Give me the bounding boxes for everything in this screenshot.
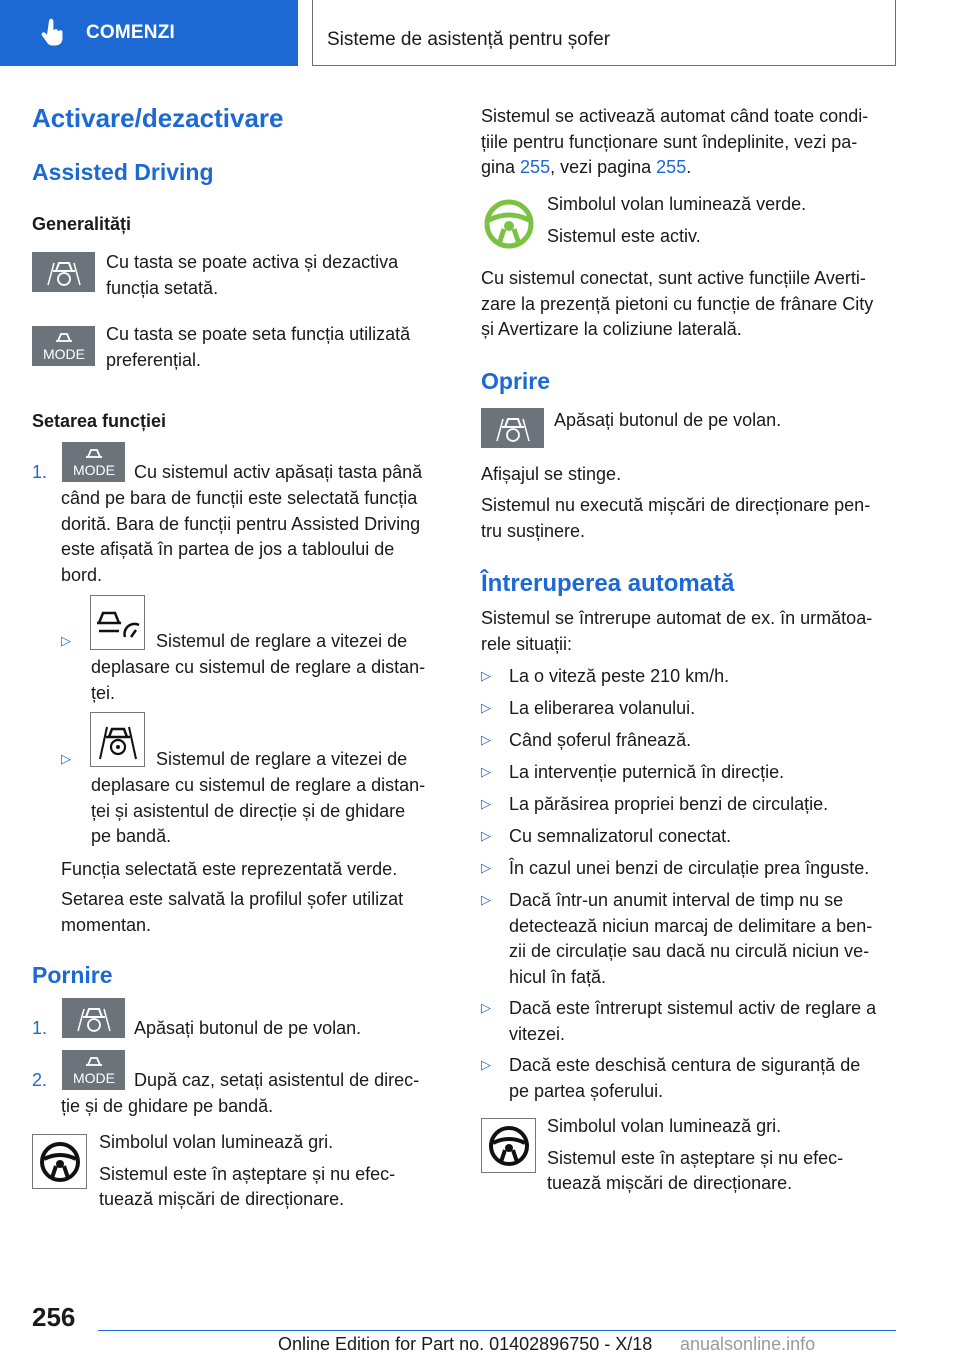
triangle-bullet-icon: ▷	[481, 700, 491, 715]
bullet2-rest: deplasare cu sistemul de reglare a distan- ței și asistentul de direcție și de ghidare pe bandă.	[91, 775, 426, 846]
list-item: În cazul unei benzi de circulație prea înguste.	[509, 858, 870, 878]
hand-pointer-icon	[38, 18, 68, 48]
speed-distance-icon	[95, 603, 141, 643]
svg-text:MODE: MODE	[42, 346, 85, 362]
triangle-bullet-icon: ▷	[481, 796, 491, 811]
lane-steering-icon	[42, 255, 86, 289]
bullet1-rest: deplasare cu sistemul de reglare a distan- ței.	[91, 657, 426, 703]
chapter-tab-label: COMENZI	[86, 22, 176, 43]
auto-interrupt-intro: Sistemul se întrerupe automat de ex. în următoa- rele situații:	[481, 608, 873, 654]
step1-rest: când pe bara de funcții este selectată funcția dorită. Bara de funcții pentru Assisted Driving este afișată în partea de jos a tabloului de bord.	[61, 488, 421, 585]
heading-setarea: Setarea funcției	[32, 411, 167, 431]
mode-lane-icon	[64, 443, 124, 481]
page-link[interactable]: 255	[656, 157, 687, 177]
triangle-bullet-icon: ▷	[481, 1057, 491, 1072]
triangle-bullet-icon: ▷	[481, 828, 491, 843]
heading-activare: Activare/dezactivare	[32, 103, 284, 133]
triangle-bullet-icon: ▷	[481, 732, 491, 747]
list-item: La intervenție puternică în direcție.	[509, 762, 785, 782]
section-title: Sisteme de asistență pentru șofer	[327, 29, 611, 50]
green-steering-wheel-box	[481, 196, 537, 252]
heading-intrerupere: Întreruperea automată	[481, 570, 735, 597]
svg-text:MODE: MODE	[72, 1070, 115, 1086]
triangle-bullet-icon: ▷	[481, 764, 491, 779]
triangle-bullet-icon: ▷	[61, 633, 71, 648]
lane-steering-icon	[95, 717, 141, 763]
page-link[interactable]: 255	[520, 157, 551, 177]
step-number: 1.	[32, 462, 48, 482]
display-off: Afișajul se stinge.	[481, 464, 622, 484]
list-item: Dacă este întrerupt sistemul activ de reglare a vitezei.	[509, 998, 877, 1044]
lane-assist-icon	[90, 712, 145, 767]
list-item: La părăsirea propriei benzi de circulație.	[509, 794, 829, 814]
list-item: Când șoferul frânează.	[509, 730, 692, 750]
green-note: Funcția selectată este reprezentată verde.	[61, 859, 398, 879]
steering-button-icon	[481, 408, 544, 448]
step-number: 2.	[32, 1070, 48, 1090]
bullet2-line1: Sistemul de reglare a vitezei de	[156, 749, 408, 769]
oprire-step: Apăsați butonul de pe volan.	[554, 410, 782, 430]
list-item: Cu semnalizatorul conectat.	[509, 826, 732, 846]
gen1-text: Cu tasta se poate activa și dezactiva funcția setată.	[106, 252, 399, 298]
list-item: Dacă într-un anumit interval de timp nu se detectează niciun marcaj de delimitare a ben- zii de circulație sau dacă nu circulă niciun ve- hicul în față.	[509, 890, 873, 987]
mode-lane-icon	[34, 327, 94, 365]
section-header	[312, 0, 896, 66]
bullet1-line1: Sistemul de reglare a vitezei de	[156, 631, 408, 651]
mode-button-icon	[62, 442, 125, 482]
acc-distance-icon	[90, 595, 145, 650]
mode-lane-icon	[64, 1051, 124, 1089]
chapter-tab[interactable]	[0, 0, 298, 66]
heading-pornire: Pornire	[32, 962, 113, 988]
steering-button-icon	[32, 252, 95, 292]
no-steering-text: Sistemul nu execută mișcări de direcționare pen- tru susținere.	[481, 495, 871, 541]
green-symbol-note: Simbolul volan luminează verde. Sistemul este activ.	[547, 194, 807, 246]
triangle-bullet-icon: ▷	[481, 668, 491, 683]
triangle-bullet-icon: ▷	[481, 1000, 491, 1015]
svg-text:MODE: MODE	[72, 462, 115, 478]
steering-wheel-grey-icon	[487, 1124, 531, 1168]
triangle-bullet-icon: ▷	[61, 751, 71, 766]
saved-note: Setarea este salvată la profilul șofer utilizat momentan.	[61, 889, 404, 935]
heading-assisted-driving: Assisted Driving	[32, 159, 214, 185]
pornire-step2-line2: ție și de ghidare pe bandă.	[61, 1096, 274, 1116]
grey-steering-wheel-box	[32, 1134, 87, 1189]
auto-activation-text: Sistemul se activează automat când toate condi- țiile pentru funcționare sunt îndeplinite, vezi pa- gina 255, vezi pagina 255.	[481, 106, 869, 177]
mode-button-icon	[62, 1050, 125, 1090]
steering-wheel-grey-icon	[38, 1140, 82, 1184]
connected-functions-text: Cu sistemul conectat, sunt active funcțiile Averti- zare la prezență pietoni cu funcție de frânare City și Avertizare la coliziune laterală.	[481, 268, 874, 339]
heading-generalitati: Generalități	[32, 214, 132, 234]
watermark: anualsonline.info	[680, 1334, 816, 1354]
lane-steering-icon	[491, 411, 535, 445]
mode-button-icon	[32, 326, 95, 366]
triangle-bullet-icon: ▷	[481, 892, 491, 907]
gen2-text: Cu tasta se poate seta funcția utilizată preferențial.	[106, 324, 411, 370]
page-number: 256	[32, 1302, 76, 1332]
pornire-step1: Apăsați butonul de pe volan.	[134, 1018, 362, 1038]
list-item: Dacă este deschisă centura de siguranță de pe partea șoferului.	[509, 1055, 861, 1101]
footer-rule	[98, 1330, 896, 1331]
list-item: La eliberarea volanului.	[509, 698, 696, 718]
grey-steering-wheel-box	[481, 1118, 536, 1173]
heading-oprire: Oprire	[481, 368, 551, 394]
step-number: 1.	[32, 1018, 48, 1038]
steering-wheel-green-icon	[481, 196, 537, 252]
pornire-step2-line1: După caz, setați asistentul de direc-	[134, 1070, 420, 1090]
step1-line1: Cu sistemul activ apăsați tasta până	[134, 462, 423, 482]
triangle-bullet-icon: ▷	[481, 860, 491, 875]
lane-steering-icon	[72, 1001, 116, 1035]
grey-symbol-note: Simbolul volan luminează gri. Sistemul este în așteptare și nu efec- tuează mișcări de direcționare.	[99, 1132, 396, 1209]
list-item: La o viteză peste 210 km/h.	[509, 666, 730, 686]
edition-text: Online Edition for Part no. 01402896750 - X/18	[278, 1334, 653, 1354]
steering-button-icon	[62, 998, 125, 1038]
grey-symbol-note-right: Simbolul volan luminează gri. Sistemul este în așteptare și nu efec- tuează mișcări de direcționare.	[547, 1116, 844, 1193]
